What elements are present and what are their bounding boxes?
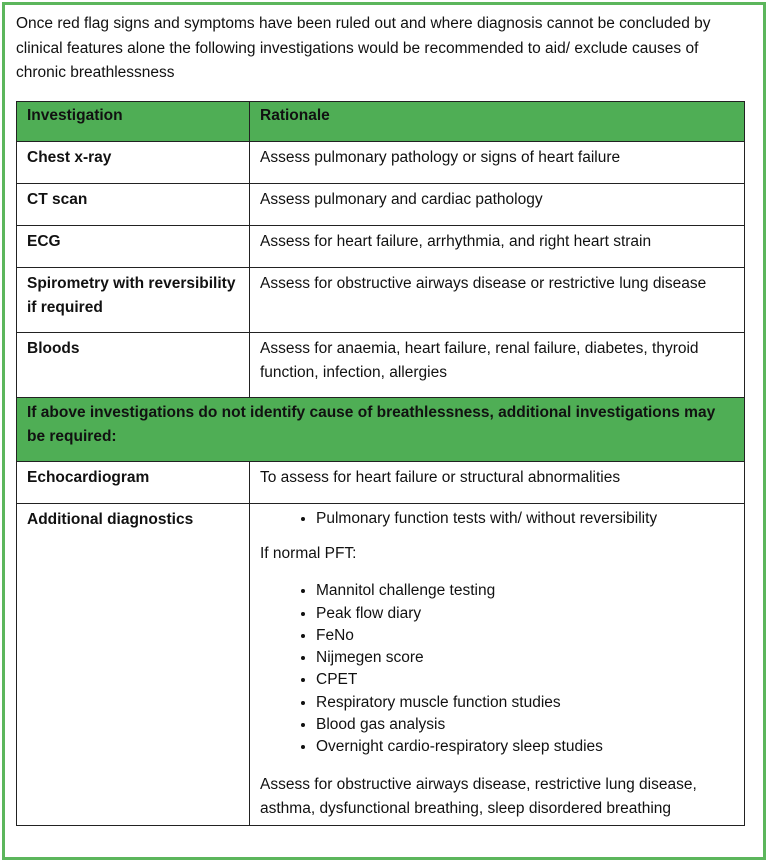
list-item: • Respiratory muscle function studies (316, 692, 736, 714)
list-item: • Overnight cardio-respiratory sleep studies (316, 736, 736, 758)
header-rationale: Rationale (250, 102, 745, 142)
normal-pft-label: If normal PFT: (260, 545, 357, 563)
investigation-cell: Bloods (17, 333, 250, 398)
investigation-cell: CT scan (17, 184, 250, 226)
rationale-cell: Assess for obstructive airways disease or restrictive lung disease (250, 268, 745, 333)
table-row (17, 333, 745, 398)
investigation-cell: Spirometry with reversibility if required (17, 268, 250, 333)
table-row (17, 142, 745, 184)
table-row (17, 184, 745, 226)
investigations-table (16, 101, 745, 826)
list-item: • FeNo (316, 625, 736, 647)
table-row (17, 462, 745, 504)
rationale-cell: Assess pulmonary pathology or signs of heart failure (250, 142, 745, 184)
rationale-cell: To assess for heart failure or structural abnormalities (250, 462, 745, 504)
list-item: • Blood gas analysis (316, 714, 736, 736)
investigation-cell: Additional diagnostics (17, 504, 250, 826)
additional-diagnostics-cell (250, 504, 745, 826)
table-row (17, 504, 745, 826)
list-item: • CPET (316, 669, 736, 691)
section-note-row (17, 398, 745, 462)
list-item: • Mannitol challenge testing (316, 580, 736, 602)
list-item: • Peak flow diary (316, 603, 736, 625)
header-investigation: Investigation (17, 102, 250, 142)
intro-paragraph: Once red flag signs and symptoms have been ruled out and where diagnosis cannot be concluded by clinical features alone the following investigations would be recommended to aid/ exclude causes of chronic breathlessness (16, 15, 711, 81)
rationale-cell: Assess pulmonary and cardiac pathology (250, 184, 745, 226)
table-row (17, 226, 745, 268)
rationale-cell: Assess for heart failure, arrhythmia, and right heart strain (250, 226, 745, 268)
pft-list (260, 508, 736, 530)
list-item: • Nijmegen score (316, 647, 736, 669)
list-item: • Pulmonary function tests with/ without reversibility (316, 508, 736, 530)
rationale-cell: Assess for anaemia, heart failure, renal failure, diabetes, thyroid function, infection, allergies (250, 333, 745, 398)
normal-pft-list (260, 580, 736, 758)
additional-summary: Assess for obstructive airways disease, restrictive lung disease, asthma, dysfunctional breathing, sleep disordered breathing (260, 775, 697, 817)
table-row (17, 268, 745, 333)
table-header-row (17, 102, 745, 142)
section-note: If above investigations do not identify cause of breathlessness, additional investigations may be required: (17, 398, 745, 462)
investigation-cell: Chest x-ray (17, 142, 250, 184)
investigation-cell: Echocardiogram (17, 462, 250, 504)
investigation-cell: ECG (17, 226, 250, 268)
